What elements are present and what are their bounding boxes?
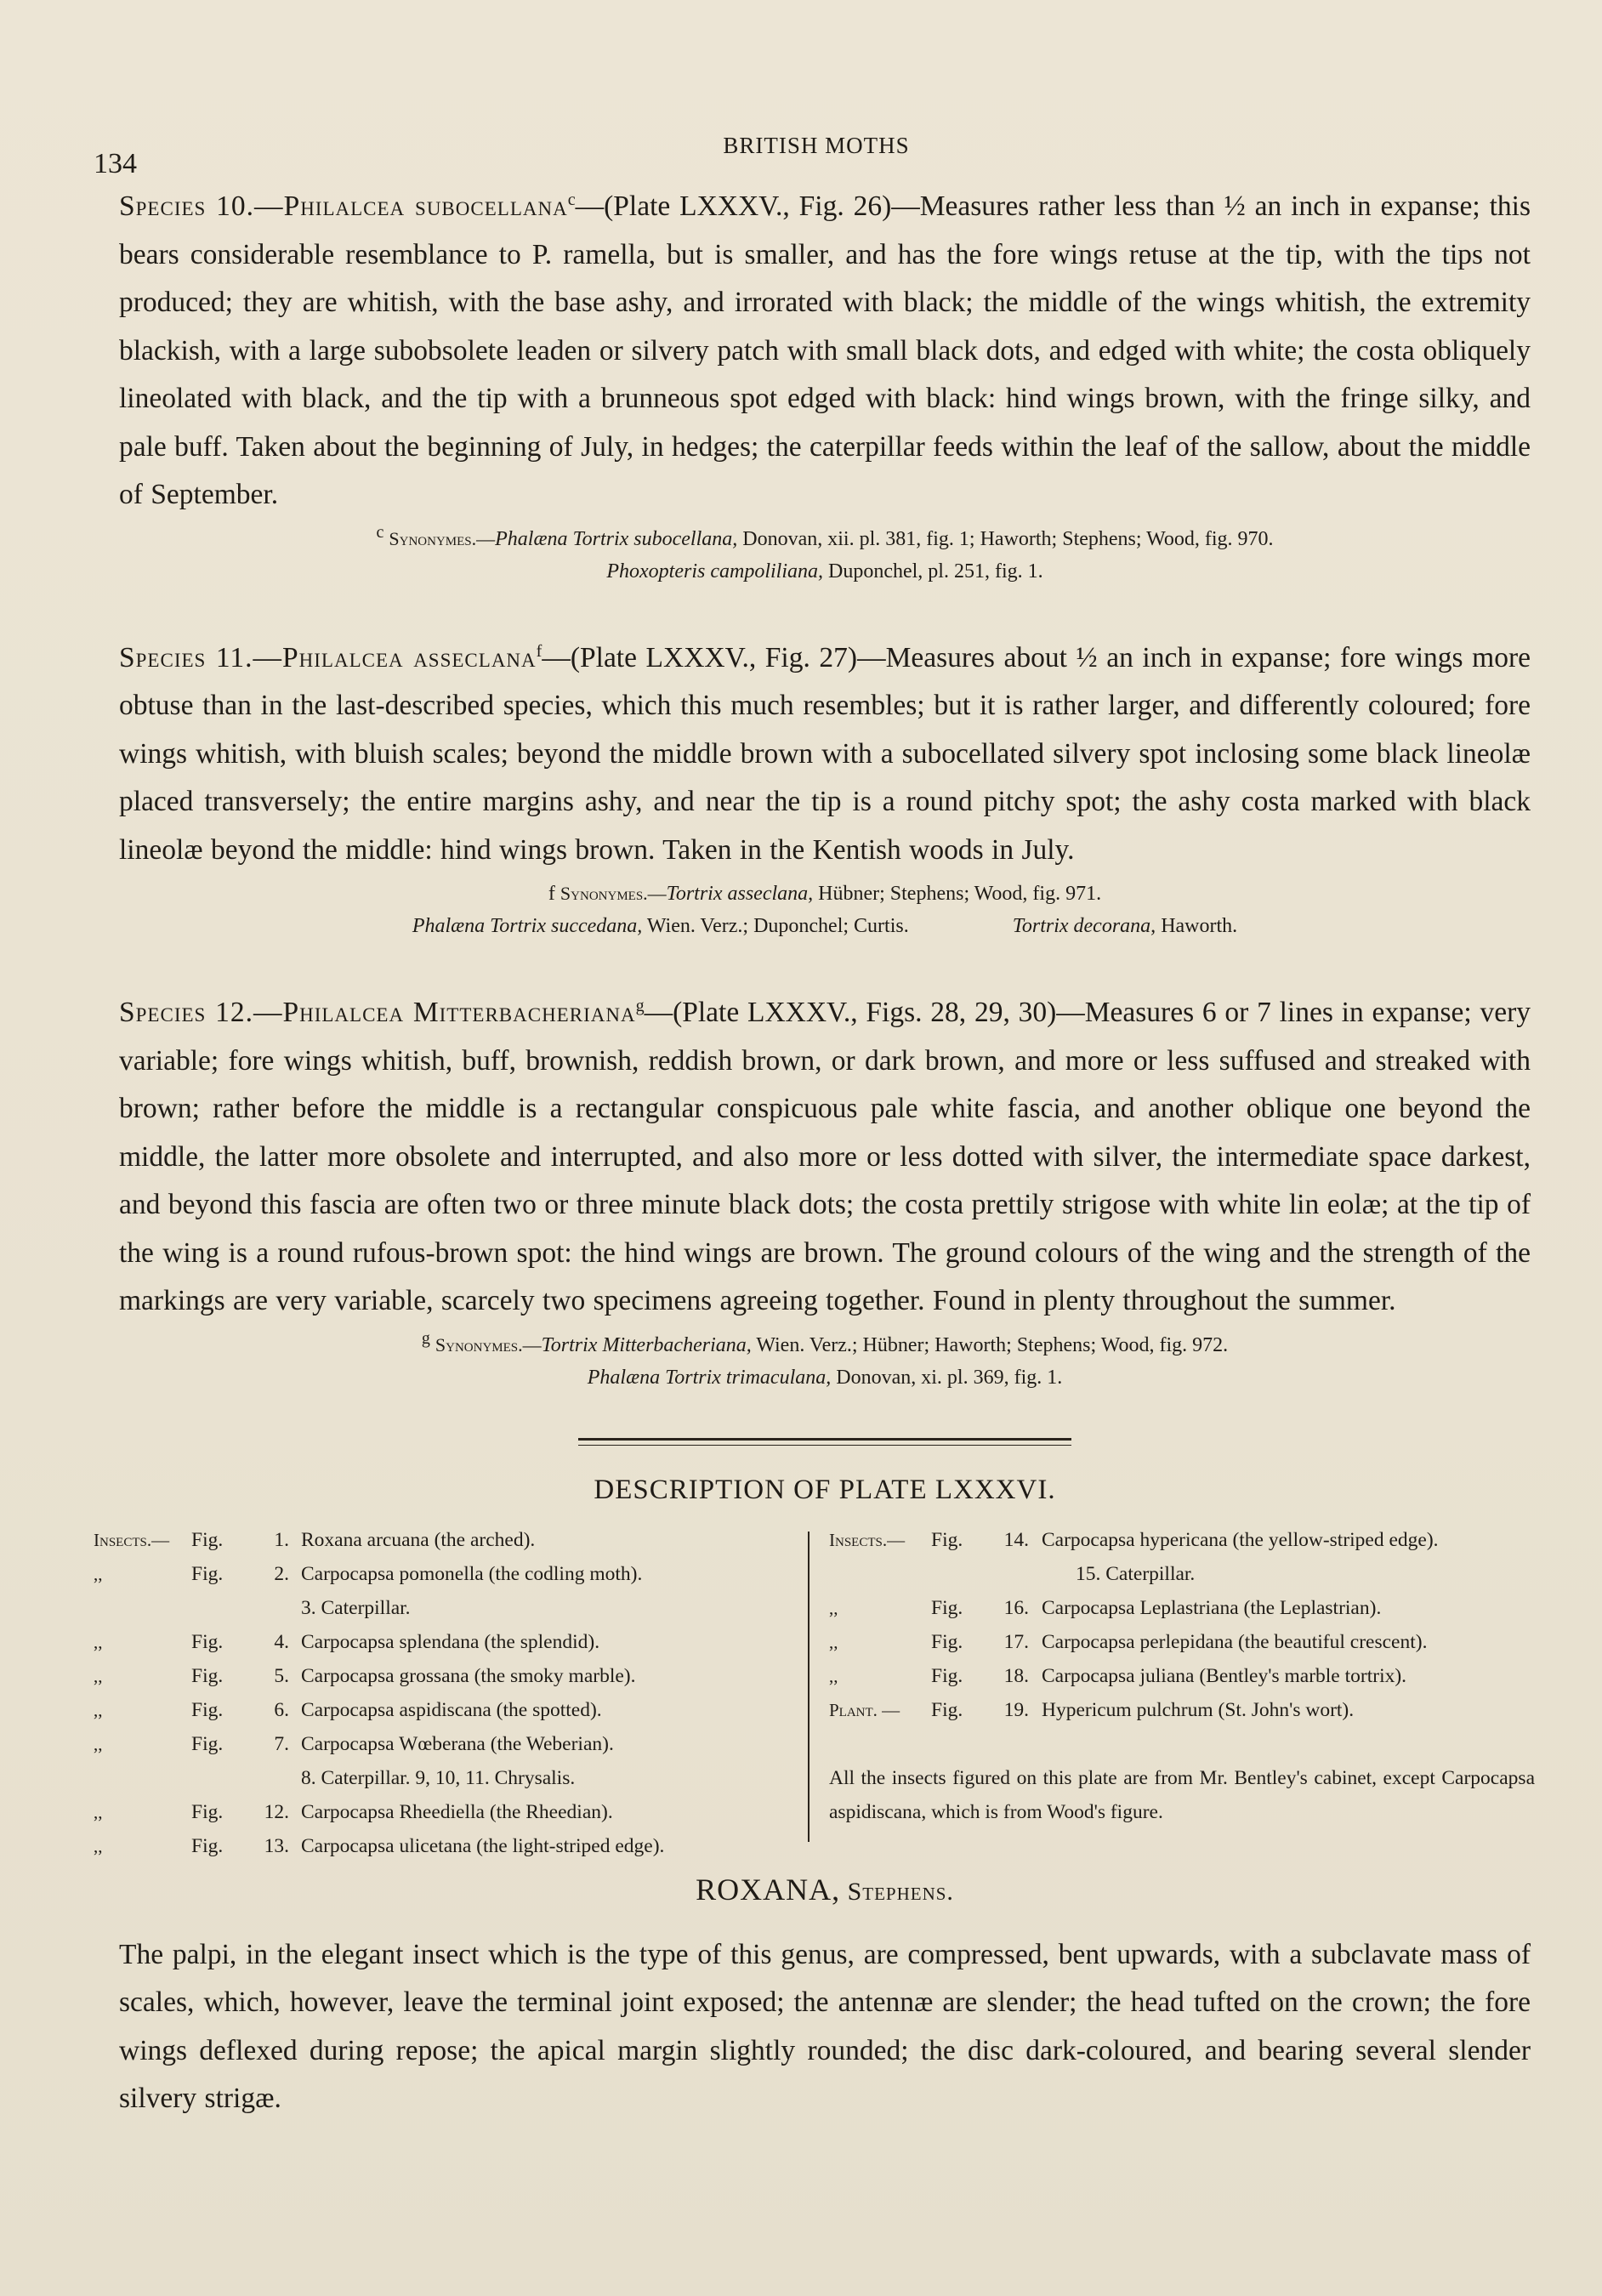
- species-12-syn-rest-1: Wien. Verz.; Hübner; Haworth; Stephens; Wood, fig. 972.: [751, 1333, 1229, 1356]
- species-10-paragraph: [119, 183, 1531, 520]
- genus-title: [119, 1872, 1531, 1907]
- plate-entry-category: Plant. —: [829, 1699, 900, 1720]
- plate-entry-description: Hypericum pulchrum (St. John's wort).: [1042, 1698, 1355, 1721]
- species-12-syn-label: Synonymes.—: [435, 1333, 542, 1355]
- plate-entry-category: ,,: [94, 1801, 103, 1822]
- plate-entry: [94, 1795, 808, 1829]
- plate-entry-number: 6.: [274, 1698, 289, 1721]
- plate-entry: [829, 1523, 1543, 1557]
- plate-entry-description: Carpocapsa grossana (the smoky marble).: [301, 1664, 636, 1687]
- plate-entry: [829, 1591, 1543, 1625]
- plate-entry: [94, 1727, 808, 1761]
- species-10-syn-rest-2: Duponchel, pl. 251, fig. 1.: [823, 560, 1043, 583]
- genus-author: Stephens.: [840, 1877, 954, 1906]
- species-12-syn-ref: g: [421, 1328, 430, 1348]
- plate-title: DESCRIPTION OF PLATE LXXXVI.: [594, 1474, 1056, 1505]
- species-11-synonymes: [119, 878, 1531, 942]
- plate-entry-number: 1.: [274, 1528, 289, 1551]
- plate-entry-number: 13.: [264, 1834, 289, 1857]
- species-10-name: Philalcea subocellana: [283, 190, 568, 222]
- species-12-paragraph: [119, 989, 1531, 1326]
- species-10-syn-italic-2: Phoxopteris campoliliana,: [606, 560, 823, 583]
- plate-entry-description: Roxana arcuana (the arched).: [301, 1528, 536, 1551]
- plate-entry-fig: Fig.: [191, 1834, 224, 1857]
- species-10-synonymes-line-1: [119, 523, 1531, 555]
- plate-entry-description: Carpocapsa juliana (Bentley's marble tortrix).: [1042, 1664, 1407, 1687]
- species-11-text: —(Plate LXXXV., Fig. 27)—Measures about ½ an inch in expanse; fore wings more obtuse than in the last-described species, which this much resembles; but it is rather larger, and differently coloured; fore wings whitish, with bluish scales; beyond the middle brown with a subocellated silvery spot inclosing some black lineolæ placed transversely; the entire margins ashy, and near the tip is a round pitchy spot; the ashy costa marked with black lineolæ beyond the middle: hind wings brown. Taken in the Kentish woods in July.: [119, 641, 1531, 866]
- plate-entry: [94, 1761, 808, 1795]
- plate-description: [94, 1523, 1535, 1857]
- species-10-label: Species 10.—: [119, 190, 284, 222]
- plate-entry-category: ,,: [94, 1665, 103, 1686]
- species-11-syn-italic-3: Tortrix decorana,: [1012, 915, 1156, 937]
- plate-entry-number: 5.: [274, 1664, 289, 1687]
- plate-entry-number: 7.: [274, 1732, 289, 1755]
- plate-entry-category: ,,: [94, 1835, 103, 1856]
- plate-entry-fig: Fig.: [191, 1562, 224, 1585]
- plate-right-column: [829, 1523, 1543, 1823]
- plate-entry-description: Carpocapsa Leplastriana (the Leplastrian).: [1042, 1596, 1382, 1619]
- plate-entry-fig: Fig.: [191, 1698, 224, 1721]
- species-11-label: Species 11.—: [119, 641, 283, 673]
- plate-entry-category: ,,: [94, 1733, 103, 1754]
- species-10-synonymes: [119, 523, 1531, 588]
- plate-entry-fig: Fig.: [931, 1698, 963, 1721]
- plate-entry: [94, 1523, 808, 1557]
- plate-entry-number: 4.: [274, 1630, 289, 1653]
- species-11-paragraph: [119, 634, 1531, 875]
- species-12-name: Philalcea Mitterbacheriana: [282, 997, 636, 1028]
- species-10-syn-ref: c: [376, 522, 384, 542]
- plate-entry-fig: Fig.: [931, 1664, 963, 1687]
- plate-entry-fig: Fig.: [191, 1800, 224, 1823]
- genus-description: The palpi, in the elegant insect which is the type of this genus, are compressed, bent upwards, with a subclavate mass of scales, which, however, leave the terminal joint exposed; the antennæ are slender; the head tufted on the crown; the fore wings deflexed during repose; the apical margin slightly rounded; the disc dark-coloured, and bearing several slender silvery strigæ.: [119, 1938, 1531, 2114]
- plate-entry-description: Carpocapsa pomonella (the codling moth).: [301, 1562, 643, 1585]
- species-11-syn-italic-1: Tortrix asseclana,: [666, 883, 814, 905]
- column-divider: [808, 1532, 810, 1842]
- plate-entry-number: 19.: [1003, 1698, 1029, 1721]
- plate-entry-fig: Fig.: [931, 1630, 963, 1653]
- plate-entry-fig: Fig.: [191, 1528, 224, 1551]
- plate-entry-number: 12.: [264, 1800, 289, 1823]
- page-content: [94, 183, 1535, 2123]
- species-12-syn-rest-2: Donovan, xi. pl. 369, fig. 1.: [831, 1366, 1063, 1389]
- plate-entry: [829, 1625, 1543, 1659]
- plate-entry: [94, 1625, 808, 1659]
- species-11-syn-ref: f: [548, 883, 555, 905]
- plate-entry-category: ,,: [94, 1563, 103, 1584]
- plate-entry-description: Carpocapsa hypericana (the yellow-striped edge).: [1042, 1528, 1439, 1551]
- species-12-synonymes-line-2: [119, 1361, 1531, 1394]
- plate-entry-category: ,,: [94, 1631, 103, 1652]
- plate-entry-description: Carpocapsa Wœberana (the Weberian).: [301, 1732, 614, 1755]
- plate-entry-fig: Fig.: [191, 1732, 224, 1755]
- species-11-syn-rest-3: Haworth.: [1156, 915, 1238, 937]
- plate-entry-number: 17.: [1003, 1630, 1029, 1653]
- plate-entry-fig: Fig.: [931, 1596, 963, 1619]
- species-11-syn-rest-1: Hübner; Stephens; Wood, fig. 971.: [813, 883, 1102, 905]
- double-rule-divider: [578, 1438, 1071, 1446]
- species-12-syn-italic-1: Tortrix Mitterbacheriana,: [541, 1333, 752, 1356]
- plate-entry-category: ,,: [94, 1699, 103, 1720]
- plate-entry: [829, 1693, 1543, 1727]
- plate-entry: [94, 1591, 808, 1625]
- plate-entry-category: Insects.—: [94, 1529, 170, 1550]
- plate-entry-category: ,,: [829, 1665, 838, 1686]
- page-number: 134: [94, 148, 137, 179]
- species-10-text: —(Plate LXXXV., Fig. 26)—Measures rather less than ½ an inch in expanse; this bears considerable resemblance to P. ramella, but is smaller, and has the fore wings retuse at the tip, with the tips not produced; they are whitish, with the base ashy, and irrorated with black; the middle of the wings whitish, the extremity blackish, with a large subobsolete leaden or silvery patch with small black dots, and edged with white; the costa obliquely lineolated with black, and the tip with a brunneous spot edged with black: hind wings brown, with the fringe silky, and pale buff. Taken about the beginning of July, in hedges; the caterpillar feeds within the leaf of the sallow, about the middle of September.: [119, 190, 1531, 510]
- plate-entry: [829, 1557, 1543, 1591]
- plate-entry-category: Insects.—: [829, 1529, 906, 1550]
- plate-entry-description: 3. Caterpillar.: [301, 1596, 411, 1619]
- plate-entry: [94, 1829, 808, 1863]
- plate-entry-description: Carpocapsa Rheediella (the Rheedian).: [301, 1800, 613, 1823]
- species-12-synonymes-line-1: [119, 1329, 1531, 1361]
- species-12-text: —(Plate LXXXV., Figs. 28, 29, 30)—Measures 6 or 7 lines in expanse; very variable; fore wings whitish, buff, brownish, reddish brown, or dark brown, and more or less suffused and streaked with brown; rather before the middle is a rectangular conspicuous pale white fascia, and another oblique one beyond the middle, the latter more obsolete and interrupted, and also more or less dotted with silver, the intermediate space darkest, and beyond this fascia are often two or three minute black dots; the costa prettily strigose with white lin eolæ; at the tip of the wing is a round rufous-brown spot: the hind wings are brown. The ground colours of the wing and the strength of the markings are very variable, scarcely two specimens agreeing together. Found in plenty throughout the summer.: [119, 997, 1531, 1316]
- running-head: BRITISH MOTHS: [723, 133, 910, 158]
- species-11-name: Philalcea asseclana: [282, 641, 537, 673]
- species-12-footnote-ref: g: [635, 996, 645, 1015]
- plate-entry-fig: Fig.: [191, 1664, 224, 1687]
- genus-name: ROXANA,: [696, 1872, 841, 1907]
- plate-entry-description: Carpocapsa perlepidana (the beautiful crescent).: [1042, 1630, 1428, 1653]
- species-12-synonymes: [119, 1329, 1531, 1394]
- species-10-syn-label: Synonymes.—: [389, 527, 496, 549]
- plate-entry-description: 15. Caterpillar.: [1076, 1562, 1196, 1585]
- species-11-syn-label: Synonymes.—: [560, 883, 667, 904]
- plate-entry: [94, 1693, 808, 1727]
- plate-entry-category: ,,: [829, 1597, 838, 1618]
- plate-entry-number: 16.: [1003, 1596, 1029, 1619]
- species-12-syn-italic-2: Phalæna Tortrix trimaculana,: [587, 1366, 832, 1389]
- species-11-synonymes-line-1: [119, 878, 1531, 910]
- plate-entry-number: 14.: [1003, 1528, 1029, 1551]
- plate-entry-fig: Fig.: [191, 1630, 224, 1653]
- plate-entry: [829, 1659, 1543, 1693]
- plate-entry-number: 18.: [1003, 1664, 1029, 1687]
- plate-entry-description: Carpocapsa splendana (the splendid).: [301, 1630, 600, 1653]
- page-header: [94, 128, 1539, 179]
- species-11-syn-rest-2: Wien. Verz.; Duponchel; Curtis.: [642, 915, 909, 937]
- species-12-label: Species 12.—: [119, 997, 283, 1028]
- species-10-footnote-ref: c: [567, 190, 576, 209]
- plate-note: All the insects figured on this plate are from Mr. Bentley's cabinet, except Carpocapsa aspidiscana, which is from Wood's figure.: [829, 1766, 1535, 1823]
- species-10-syn-italic-1: Phalæna Tortrix subocellana,: [495, 527, 738, 550]
- plate-left-column: [94, 1523, 808, 1863]
- species-11-syn-italic-2: Phalæna Tortrix succedana,: [412, 915, 643, 937]
- plate-entry: [94, 1659, 808, 1693]
- plate-entry-description: 8. Caterpillar. 9, 10, 11. Chrysalis.: [301, 1766, 576, 1789]
- plate-entry-description: Carpocapsa aspidiscana (the spotted).: [301, 1698, 602, 1721]
- plate-entry: [94, 1557, 808, 1591]
- species-10-syn-rest-1: Donovan, xii. pl. 381, fig. 1; Haworth; Stephens; Wood, fig. 970.: [737, 527, 1274, 550]
- plate-entry-fig: Fig.: [931, 1528, 963, 1551]
- plate-entry-description: Carpocapsa ulicetana (the light-striped edge).: [301, 1834, 665, 1857]
- plate-entry-category: ,,: [829, 1631, 838, 1652]
- species-11-footnote-ref: f: [536, 641, 543, 661]
- plate-entry-number: 2.: [274, 1562, 289, 1585]
- species-11-synonymes-line-2: [119, 910, 1531, 942]
- species-10-synonymes-line-2: [119, 555, 1531, 588]
